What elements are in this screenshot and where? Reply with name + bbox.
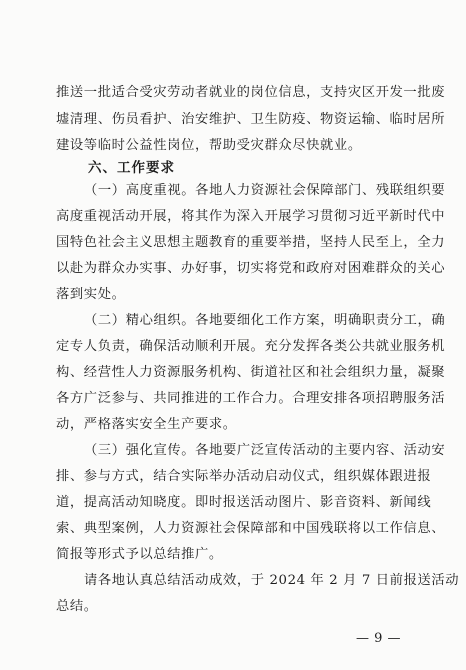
body-text: 定专人负责，确保活动顺利开展。充分发挥各类公共就业服务机: [56, 339, 446, 354]
body-line: [56, 209, 445, 225]
body-text: 国特色社会主义思想主题教育的重要举措，坚持人民至上，全力: [56, 235, 446, 250]
item-text: （三）强化宣传。各地要广泛宣传活动的主要内容、活动安: [84, 443, 446, 458]
body-text: 简报等形式予以总结推广。: [56, 547, 223, 562]
body-text: 动，严格落实安全生产要求。: [56, 417, 237, 432]
body-line: [56, 261, 445, 277]
body-text: 道，提高活动知晓度。即时报送活动图片、影音资料、新闻线: [56, 495, 432, 510]
body-text: 落到实处。: [56, 287, 126, 302]
item-first-line: [84, 443, 445, 459]
body-line: [56, 235, 445, 251]
body-line: [56, 391, 445, 407]
closing-text: 总结。: [56, 599, 98, 614]
item-text: （一）高度重视。各地人力资源社会保障部门、残联组织要: [84, 183, 446, 198]
item-text: （二）精心组织。各地要细化工作方案，明确职责分工，确: [84, 313, 446, 328]
body-text: 排、参与方式，结合实际举办活动启动仪式，组织媒体跟进报: [56, 469, 432, 484]
body-line: [56, 547, 223, 563]
body-text: 索、典型案例，人力资源社会保障部和中国残联将以工作信息、: [56, 521, 446, 536]
item-first-line: [84, 183, 445, 199]
body-text: 以赴为群众办实事、办好事，切实将党和政府对困难群众的关心: [56, 261, 446, 276]
body-line: [56, 521, 445, 537]
body-text: 构、经营性人力资源服务机构、街道社区和社会组织力量，凝聚: [56, 365, 446, 380]
body-line: [56, 339, 445, 355]
item-first-line: [84, 313, 445, 329]
body-line: [56, 112, 445, 128]
closing-line: [56, 599, 98, 615]
body-text: 墟清理、伤员看护、治安维护、卫生防疫、物资运输、临时居所: [56, 112, 446, 127]
closing-first-line: [84, 573, 459, 589]
body-line: [56, 365, 445, 381]
body-text: 推送一批适合受灾劳动者就业的岗位信息，支持灾区开发一批废: [56, 85, 446, 100]
body-line: [56, 417, 237, 433]
body-text: 高度重视活动开展，将其作为深入开展学习贯彻习近平新时代中: [56, 209, 446, 224]
page-number: — 9 —: [356, 631, 402, 646]
body-text: 各方广泛参与、共同推进的工作合力。合理安排各项招聘服务活: [56, 391, 446, 406]
body-text: 建设等临时公益性岗位，帮助受灾群众尽快就业。: [56, 138, 362, 153]
body-line: [56, 85, 445, 101]
closing-text: 请各地认真总结活动成效，于 2024 年 2 月 7 日前报送活动: [84, 573, 460, 588]
body-line: [56, 138, 362, 154]
body-line: [56, 287, 125, 303]
body-line: [56, 495, 431, 511]
body-line: [56, 469, 431, 485]
section-heading: 六、工作要求: [88, 160, 175, 176]
